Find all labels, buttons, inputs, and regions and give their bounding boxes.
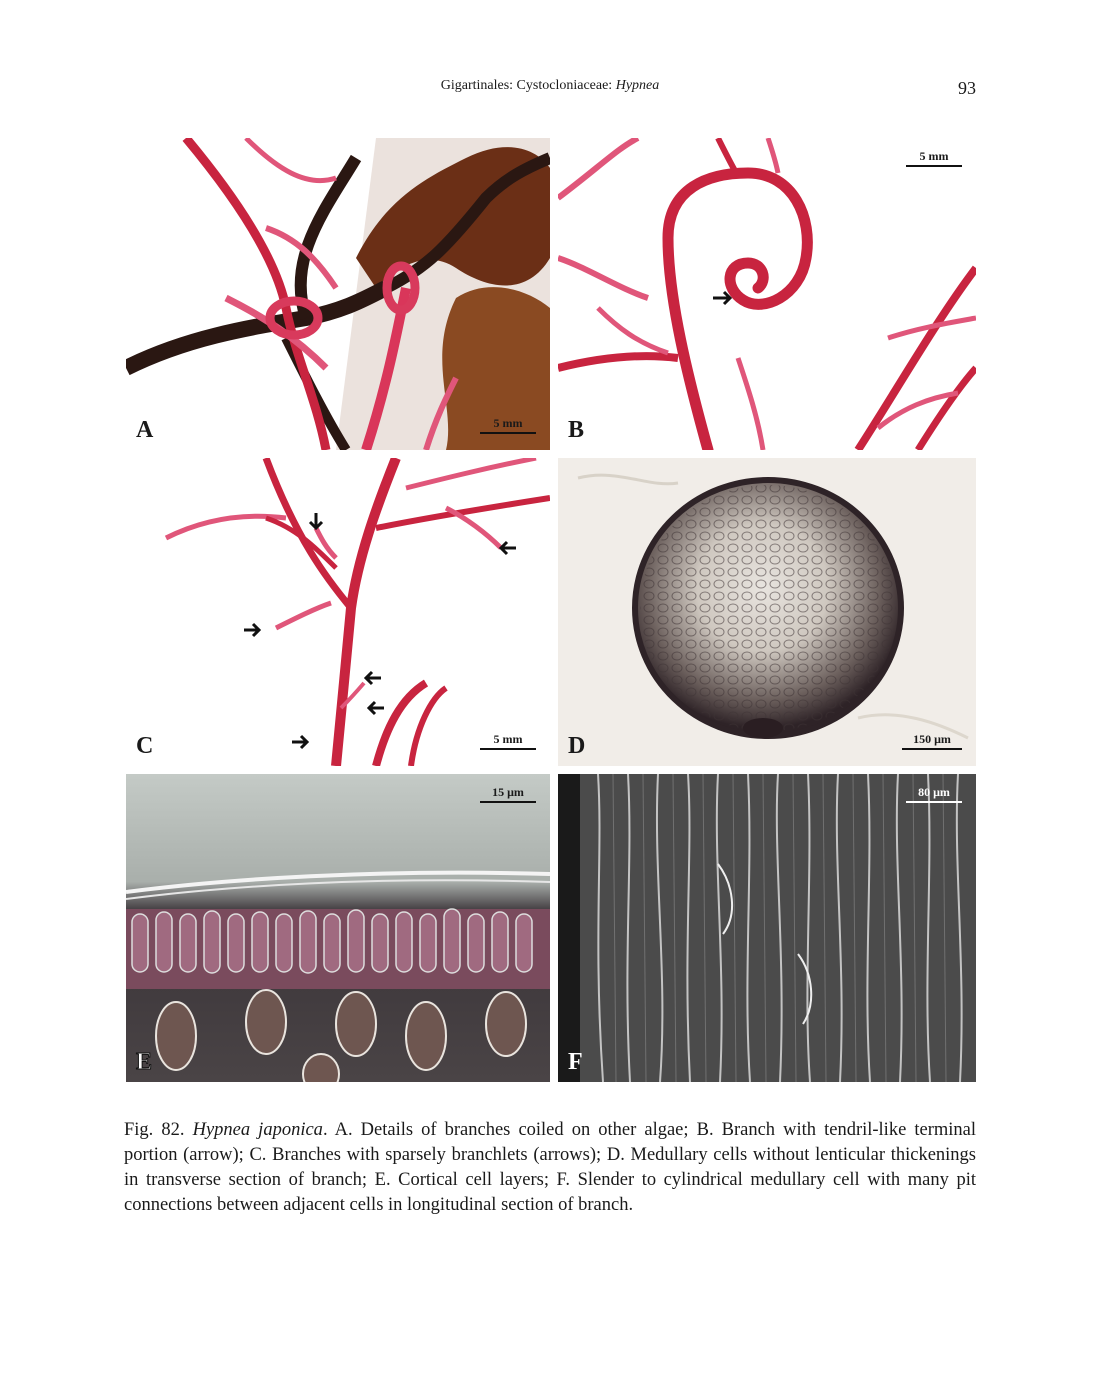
caption-label: Fig. 82. (124, 1120, 185, 1140)
scale-line (480, 801, 536, 803)
caption-text: . A. Details of branches coiled on other algae; B. Branch with tendril-like terminal portion (arrow); C. Branches with sparsely branchlets (arrows); D. Medullary cells without lenticular thickenings in transverse section of branch; E. Cortical cell layers; F. Slender to cylindrical medullary cell with many pit connections between adjacent cells in longitudinal section of branch. (124, 1120, 976, 1215)
panel-letter: E (136, 1049, 153, 1075)
panel-f (558, 774, 976, 1082)
panel-letter: F (568, 1049, 583, 1075)
scale-line (902, 748, 962, 750)
scale-label: 5 mm (493, 416, 523, 430)
running-head-prefix: Gigartinales: Cystocloniaceae: (440, 78, 616, 93)
scale-label: 5 mm (493, 732, 523, 746)
scale-label: 15 μm (492, 785, 524, 799)
figure-caption (124, 1118, 976, 1218)
running-head-genus: Hypnea (615, 78, 660, 93)
panel-f-photo (558, 774, 976, 1082)
panel-e-photo (126, 774, 550, 1082)
scale-bar (480, 733, 536, 750)
running-head (0, 78, 1100, 94)
panel-letter: A (136, 417, 154, 443)
panel-a (126, 138, 550, 450)
caption-species: Hypnea japonica (192, 1120, 323, 1140)
scale-line (906, 165, 962, 167)
panel-a-photo (126, 138, 550, 450)
figure-82 (126, 138, 976, 1082)
panel-c-photo (126, 458, 550, 766)
panel-c (126, 458, 550, 766)
panel-b-photo (558, 138, 976, 450)
scale-label: 80 μm (918, 785, 950, 799)
panel-d-photo (558, 458, 976, 766)
panel-letter: B (568, 417, 585, 443)
scale-bar (902, 733, 962, 750)
scale-line (480, 432, 536, 434)
panel-letter: D (568, 733, 586, 759)
panel-d (558, 458, 976, 766)
scale-line (480, 748, 536, 750)
scale-bar (906, 786, 962, 803)
panel-letter: C (136, 733, 154, 759)
scale-bar (480, 417, 536, 434)
panel-e (126, 774, 550, 1082)
page-number: 93 (958, 78, 976, 98)
scale-bar (906, 150, 962, 167)
scale-line (906, 801, 962, 803)
panel-b (558, 138, 976, 450)
scale-label: 5 mm (919, 149, 949, 163)
scale-bar (480, 786, 536, 803)
scale-label: 150 μm (913, 732, 951, 746)
